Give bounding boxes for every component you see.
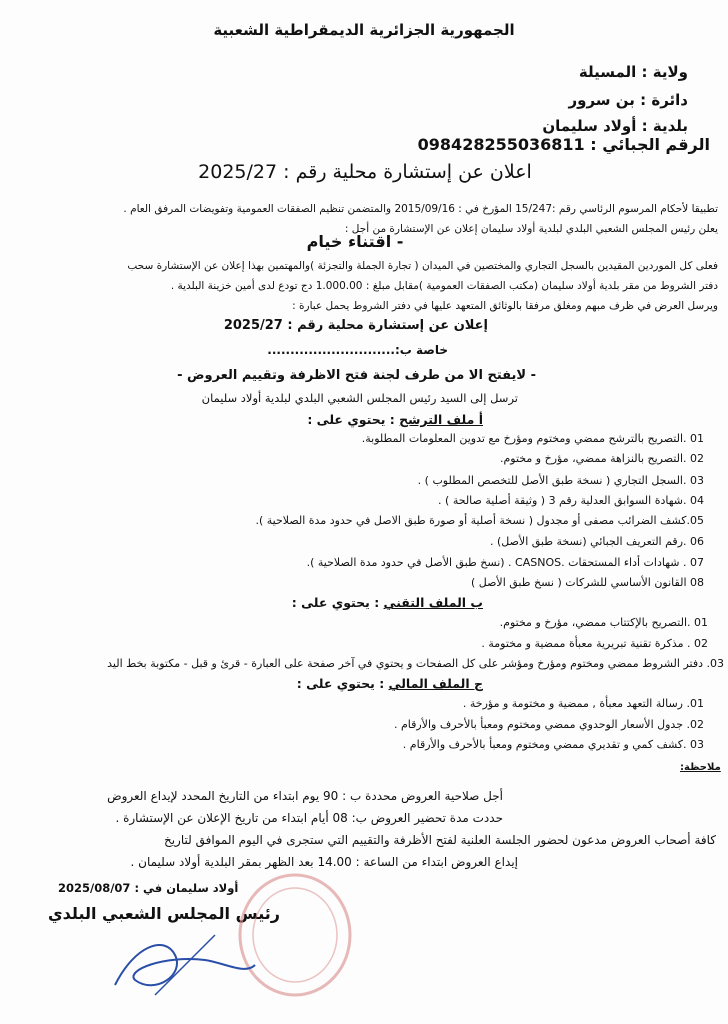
list-item: 02 .التصريح بالنزاهة ممضي، مؤرخ و مختوم.: [500, 452, 704, 465]
body-line: دفتر الشروط من مقر بلدية أولاد سليمان (مكتب الصفقات العمومية )مقابل مبلغ : 1.000.00 دج تودع لدى أمين خزينة البلدية .: [170, 280, 718, 292]
announcement-title: اعلان عن إستشارة محلية رقم : 2025/27: [198, 161, 532, 183]
list-item: 04 .شهادة السوابق العدلية رقم 3 ( وثيقة أصلية صالحة ) .: [438, 494, 704, 507]
envelope-title: إعلان عن إستشارة محلية رقم : 2025/27: [223, 318, 488, 333]
list-item: 08 القانون الأساسي للشركات ( نسخ طبق الأصل ): [470, 576, 704, 589]
section-a-suffix: : يحتوي على :: [307, 412, 400, 427]
envelope-recipient: ترسل إلى السيد رئيس المجلس الشعبي البلدي لبلدية أولاد سليمان: [201, 391, 518, 405]
tax-id: [418, 137, 710, 153]
note-line: حددت مدة تحضير العروض ب: 08 أيام ابتداء من تاريخ الإعلان عن الإستشارة .: [115, 811, 503, 825]
body-line: فعلى كل الموردين المقيدين بالسجل التجاري والمختصين في الميدان ( تجارة الجملة والتجزئة )والمهتمين بهذا إعلان عن الإستشارة سحب: [127, 260, 718, 272]
list-item: 03 .السجل التجاري ( نسخة طبق الأصل للتخصص المطلوب ) .: [417, 474, 704, 487]
wilaya: ولاية : المسيلة: [578, 63, 688, 81]
section-c-suffix: : يحتوي على :: [296, 676, 389, 691]
list-item: 03. دفتر الشروط ممضي ومختوم ومؤرخ ومؤشر على كل الصفحات و يحتوي في آخر صفحة على العبارة - قرئ و قبل - مكتوبة بخط اليد: [107, 657, 724, 670]
list-item: 06 .رقم التعريف الجبائي (نسخة طبق الأصل) .: [489, 535, 704, 548]
list-item: 03 .كشف كمي و تقديري ممضي ومختوم ومعبأ بالأحرف والأرقام .: [402, 738, 704, 751]
date: 2025/08/07: [58, 881, 131, 895]
note-line: كافة أصحاب العروض مدعون لحضور الجلسة العلنية لفتح الأظرفة والتقييم التي ستجرى في اليوم الموافق لتاريخ: [163, 833, 716, 847]
section-b-suffix: : يحتوي على :: [291, 595, 384, 610]
republic-header: الجمهورية الجزائرية الديمقراطية الشعبية: [213, 21, 515, 39]
section-c-heading: [297, 676, 483, 692]
list-item: 01 .التصريح بالإكتتاب ممضي، مؤرخ و مختوم.: [499, 616, 708, 629]
place-date-label: أولاد سليمان في :: [134, 881, 239, 895]
list-item: 05.كشف الضرائب مصفى أو مجدول ( نسخة أصلية أو صورة طبق الاصل في حدود مدة الصلاحية ).: [255, 514, 704, 527]
section-b-heading: [292, 595, 483, 611]
list-item: 07 . شهادات أداء المستحقات .CASNOS . (نسخ طبق الأصل في حدود مدة الصلاحية ).: [306, 556, 704, 569]
list-item: 01. رسالة التعهد معبأة , ممضية و مختومة و مؤرخة .: [462, 697, 704, 710]
place-date: [58, 880, 238, 896]
section-b-title: ب الملف التقني: [383, 595, 483, 610]
commune: بلدية : أولاد سليمان: [542, 117, 688, 135]
list-item: 01 .التصريح بالترشح ممضي ومختوم ومؤرخ مع تدوين المعلومات المطلوبة.: [361, 432, 704, 445]
envelope-notice: - لايفتح الا من طرف لجنة فتح الاظرفة وتقييم العروض -: [177, 368, 536, 383]
envelope-for: خاصة ب:............................: [267, 343, 448, 357]
body-line: ويرسل العرض في ظرف مبهم ومغلق مرفقا بالوثائق المتعهد عليها في دفتر الشروط يحمل عبارة :: [292, 300, 718, 312]
daira: دائرة : بن سرور: [568, 91, 688, 109]
tax-id-value: 098428255036811: [417, 135, 585, 154]
signature: [95, 925, 265, 1005]
list-item: 02. جدول الأسعار الوحدوي ممضي ومختوم ومعبأ بالأحرف والأرقام .: [393, 718, 704, 731]
signatory-title: رئيس المجلس الشعبي البلدي: [48, 904, 280, 923]
note-line: أجل صلاحية العروض محددة ب : 90 يوم ابتداء من التاريخ المحدد لإيداع العروض: [107, 789, 503, 803]
subject: - اقتناء خيام: [306, 232, 404, 251]
note-line: إيداع العروض ابتداء من الساعة : 14.00 بعد الظهر بمقر البلدية أولاد سليمان .: [130, 855, 518, 869]
list-item: 02 . مذكرة تقنية تبريرية معبأة ممضية و مختومة .: [481, 637, 708, 650]
tax-id-label: الرقم الجبائي :: [590, 135, 710, 154]
notes-title: ملاحظة:: [680, 762, 721, 773]
section-c-title: ج الملف المالي: [388, 676, 483, 691]
intro-line: تطبيقا لأحكام المرسوم الرئاسي رقم :15/247 المؤرخ في : 2015/09/16 والمتضمن تنظيم الصفقات العمومية وتفويضات المرفق العام .: [123, 203, 718, 215]
section-a-heading: [307, 412, 483, 428]
section-a-title: أ ملف الترشح: [399, 412, 483, 427]
intro-line: يعلن رئيس المجلس الشعبي البلدي لبلدية أولاد سليمان إعلان عن الإستشارة من أجل :: [344, 223, 718, 235]
